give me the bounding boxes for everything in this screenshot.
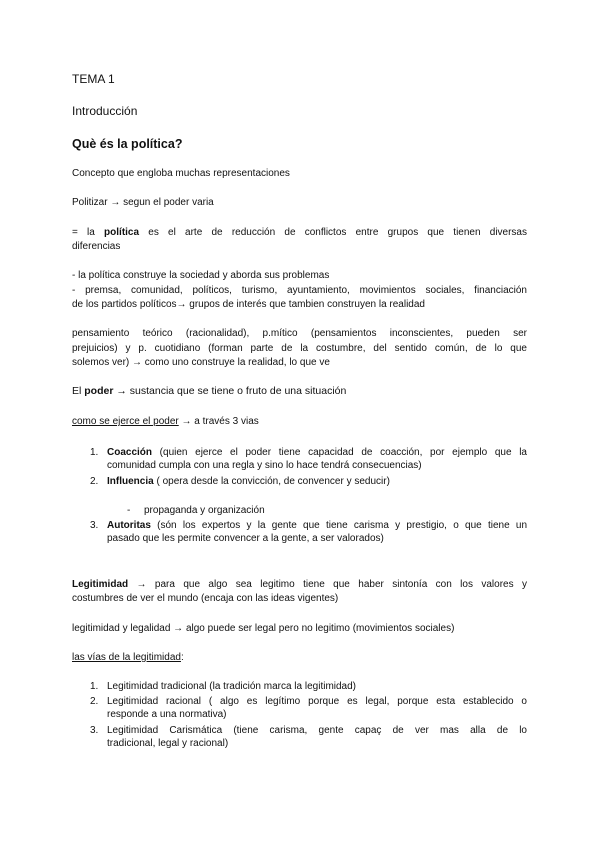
paragraph-poder: El poder → sustancia que se tiene o fruto de una situación: [72, 385, 347, 397]
section-subtitle: Introducción: [72, 104, 138, 118]
bold-term-coaccion: Coacción: [107, 447, 153, 458]
list1-item-coaccion: Coacción (quien ejerce el poder tiene capacidad de coacción, por ejemplo que la comunidad cumpla con una regla y sino lo hace tendrá consecuencias): [107, 447, 527, 471]
list1-number-3: 3.: [90, 520, 99, 531]
paragraph-pensamiento-line2: prejuicios) y p. cuotidiano (forman parte de la costumbre, del sentido común, de lo que: [72, 343, 527, 354]
paragraph-politizar: Politizar → segun el poder varia: [72, 197, 214, 208]
list2-number-1: 1.: [90, 681, 99, 692]
paragraph-legitimidad-line2: costumbres de ver el mundo (encaja con las ideas vigentes): [72, 593, 339, 604]
paragraph-pensamiento-line3: solemos ver) → como uno construye la realidad, lo que ve: [72, 357, 330, 368]
list2-item-carismatica: Legitimidad Carismática (tiene carisma, gente capaç de ver mas alla de lo tradicional, legal y racional): [107, 725, 527, 749]
paragraph-concept: Concepto que engloba muchas representaciones: [72, 168, 290, 179]
list1-number-2: 2.: [90, 476, 99, 487]
list2-item-tradicional: Legitimidad tradicional (la tradición marca la legitimidad): [107, 681, 357, 692]
bold-term-legitimidad: Legitimidad: [72, 579, 129, 590]
document-title: TEMA 1: [72, 72, 115, 86]
paragraph-legalidad: legitimidad y legalidad → algo puede ser legal pero no legitimo (movimientos sociales): [72, 623, 455, 634]
paragraph-construye-line3: de los partidos políticos→ grupos de interés que tambien construyen la realidad: [72, 299, 425, 310]
list2-item-racional: Legitimidad racional ( algo es legítimo porque es legal, porque esta establecido o responde a una normativa): [107, 696, 527, 720]
paragraph-vias-legitimidad: las vías de la legitimidad:: [72, 652, 184, 663]
underlined-heading-vias: las vías de la legitimidad: [72, 652, 181, 663]
bold-term-politica: política: [104, 227, 140, 238]
list1-item-influencia: Influencia ( opera desde la convicción, de convencer y seducir): [107, 476, 390, 487]
paragraph-construye-line1: - la política construye la sociedad y aborda sus problemas: [72, 270, 330, 281]
list2-number-2: 2.: [90, 696, 99, 707]
list1-item-autoritas: Autoritas (són los expertos y la gente que tiene carisma y prestigio, o que tiene un pasado que les permite convencer a la gente, a ser valorados): [107, 520, 527, 544]
paragraph-pensamiento-line1: pensamiento teórico (racionalidad), p.mítico (pensamientos inconscientes, pueden ser: [72, 328, 527, 339]
paragraph-ejerce-poder: como se ejerce el poder → a través 3 vias: [72, 416, 259, 427]
paragraph-politica-line1: = la política es el arte de reducción de conflictos entre grupos que tienen diversas: [72, 227, 527, 238]
bold-term-autoritas: Autoritas: [107, 520, 151, 531]
paragraph-legitimidad-line1: Legitimidad → para que algo sea legitimo tiene que haber sintonía con los valores y: [72, 579, 527, 590]
list2-number-3: 3.: [90, 725, 99, 736]
section-question-heading: Què és la política?: [72, 137, 183, 151]
paragraph-construye-line2: - premsa, comunidad, políticos, turismo, ayuntamiento, movimientos sociales, financiación: [72, 285, 527, 296]
list1-number-1: 1.: [90, 447, 99, 458]
underlined-heading-ejerce: como se ejerce el poder: [72, 416, 179, 427]
bold-term-influencia: Influencia: [107, 476, 154, 487]
sublist-item-propaganda: propaganda y organización: [144, 505, 265, 516]
bold-term-poder: poder: [84, 385, 114, 397]
sublist-dash: -: [127, 505, 131, 516]
paragraph-politica-line2: diferencias: [72, 241, 121, 252]
